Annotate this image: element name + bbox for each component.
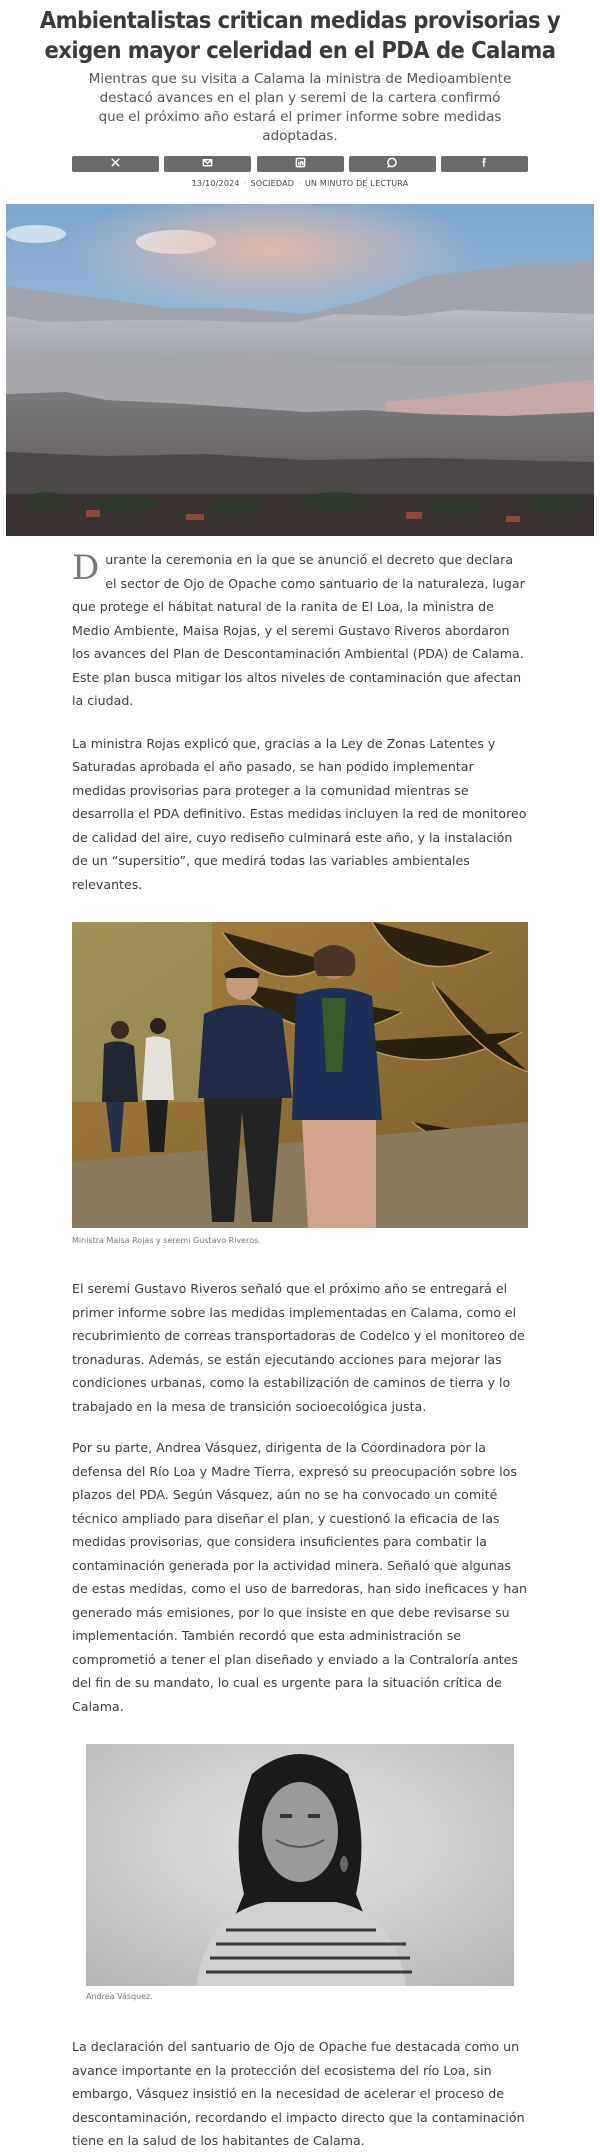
facebook-icon xyxy=(479,157,490,171)
hero-image xyxy=(6,204,594,536)
share-bar xyxy=(72,156,528,172)
ministers-photo xyxy=(72,922,528,1228)
photo-caption: Ministra Maisa Rojas y seremi Gustavo Riveros. xyxy=(72,1236,261,1245)
share-x-button[interactable] xyxy=(72,156,159,172)
share-linkedin-button[interactable] xyxy=(257,156,344,172)
publish-date: 13/10/2024 xyxy=(191,179,240,188)
share-email-button[interactable] xyxy=(164,156,251,172)
paragraph: El seremi Gustavo Riveros señaló que el próximo año se entregará el primer informe sobre las medidas implementadas en Calama, como el recubrimiento de correas transportadoras de Codelco y el monitoreo de tronaduras. Además, se están ejecutando acciones para mejorar las condiciones urbanas, como la estabilización de caminos de tierra y lo trabajado en la mesa de transición socioecológica justa. xyxy=(72,1281,525,1414)
x-icon xyxy=(110,157,121,171)
drop-cap: D xyxy=(72,548,100,588)
share-facebook-button[interactable] xyxy=(441,156,528,172)
mail-icon xyxy=(202,157,213,171)
article-lead: Mientras que su visita a Calama la ministra de Medioambiente destacó avances en el plan y seremi de la cartera confirmó que el próximo año estará el primer informe sobre medidas adoptadas. xyxy=(88,71,512,144)
paragraph: La ministra Rojas explicó que, gracias a la Ley de Zonas Latentes y Saturadas aprobada el año pasado, se han podido implementar medidas provisorias para proteger a la comunidad mientras se desarrolla el PDA definitivo. Estas medidas incluyen la red de monitoreo de calidad del aire, cuyo rediseño culminará este año, y la instalación de un “supersitio”, que medirá todas las variables ambientales relevantes. xyxy=(72,735,527,892)
photo-caption: Andrea Vásquez. xyxy=(86,1992,153,2001)
whatsapp-icon xyxy=(387,157,398,171)
article-title: Ambientalistas critican medidas provisorias y exigen mayor celeridad en el PDA de Calama xyxy=(39,8,561,64)
portrait-photo xyxy=(86,1744,514,1986)
article-meta: 13/10/2024 · SOCIEDAD · UN MINUTO DE LECTURA xyxy=(191,179,409,188)
paragraph: Durante la ceremonia en la que se anunció el decreto que declara el sector de Ojo de Opache como santuario de la naturaleza, lugar que protege el hábitat natural de la ranita de El Loa, la ministra de Medio Ambiente, Maisa Rojas, y el seremi Gustavo Riveros abordaron los avances del Plan de Descontaminación Ambiental (PDA) de Calama. Este plan busca mitigar los altos niveles de contaminación que afectan la ciudad. xyxy=(72,548,525,708)
read-time: UN MINUTO DE LECTURA xyxy=(304,179,409,188)
section-link[interactable]: SOCIEDAD xyxy=(250,179,295,188)
paragraph: Por su parte, Andrea Vásquez, dirigenta de la Coordinadora por la defensa del Río Loa y Madre Tierra, expresó su preocupación sobre los plazos del PDA. Según Vásquez, aún no se ha convocado un comité técnico ampliado para diseñar el plan, y cuestionó la eficacia de las medidas provisorias, que considera insuficientes para combatir la contaminación generada por la actividad minera. Señaló que algunas de estas medidas, como el uso de barredoras, han sido ineficaces y han generado más emisiones, por lo que insiste en que debe revisarse su implementación. También recordó que esta administración se comprometió a tener el plan diseñado y enviado a la Contraloría antes del fin de su mandato, lo cual es urgente para la situación crítica de Calama. xyxy=(72,1440,528,1714)
linkedin-icon xyxy=(295,157,306,171)
article-body xyxy=(72,548,528,2153)
share-whatsapp-button[interactable] xyxy=(349,156,436,172)
paragraph: La declaración del santuario de Ojo de Opache fue destacada como un avance importante en la protección del ecosistema del río Loa, sin embargo, Vásquez insistió en la necesidad de acelerar el proceso de descontaminación, recordando el impacto directo que la contaminación tiene en la salud de los habitantes de Calama. xyxy=(72,2039,525,2148)
